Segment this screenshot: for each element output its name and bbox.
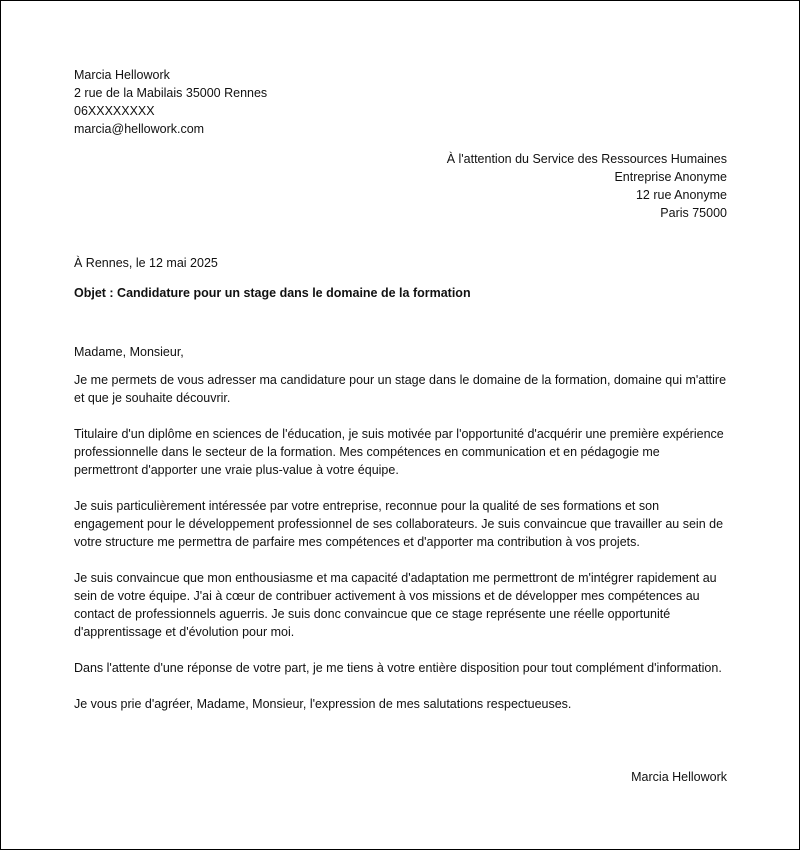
body-paragraph-1: Je me permets de vous adresser ma candidature pour un stage dans le domaine de la formation, domaine qui m'attire et que je souhaite découvrir. (74, 373, 727, 405)
recipient-street: 12 rue Anonyme (635, 188, 727, 202)
recipient-city: Paris 75000 (660, 206, 727, 220)
sender-address: 2 rue de la Mabilais 35000 Rennes (74, 86, 268, 100)
sender-block (74, 66, 267, 138)
recipient-attention: À l'attention du Service des Ressources Humaines (446, 152, 727, 166)
date-line: À Rennes, le 12 mai 2025 (74, 256, 218, 270)
body-paragraph-5: Dans l'attente d'une réponse de votre part, je me tiens à votre entière disposition pour tout complément d'information. (74, 661, 722, 675)
closing-formula: Je vous prie d'agréer, Madame, Monsieur, l'expression de mes salutations respectueuses. (74, 697, 572, 711)
sender-email: marcia@hellowork.com (74, 122, 205, 136)
sender-name: Marcia Hellowork (74, 68, 170, 82)
salutation: Madame, Monsieur, (74, 345, 184, 359)
sender-phone: 06XXXXXXXX (74, 104, 155, 118)
subject-line: Objet : Candidature pour un stage dans le domaine de la formation (74, 286, 471, 300)
body-paragraph-3: Je suis particulièrement intéressée par votre entreprise, reconnue pour la qualité de ses formations et son engagement pour le développement professionnel de ses collaborateurs. Je suis convaincue que travailler au sein de votre structure me permettra de parfaire mes compétences et d'apporter ma contribution à vos projets. (74, 499, 724, 549)
body-paragraph-2: Titulaire d'un diplôme en sciences de l'éducation, je suis motivée par l'opportunité d'acquérir une première expérience professionnelle dans le secteur de la formation. Mes compétences en communication et en pédagogie me permettront d'apporter une vraie plus-value à votre équipe. (74, 427, 724, 477)
signature: Marcia Hellowork (631, 770, 727, 784)
letter-body (74, 343, 727, 731)
body-paragraph-4: Je suis convaincue que mon enthousiasme et ma capacité d'adaptation me permettront de m'intégrer rapidement au sein de votre équipe. J'ai à cœur de contribuer activement à vos missions et de développer mes compétences au contact de professionnels aguerris. Je suis donc convaincue que ce stage représente une réelle opportunité d'apprentissage et d'évolution pour moi. (74, 571, 717, 639)
recipient-company: Entreprise Anonyme (614, 170, 727, 184)
recipient-block (447, 150, 727, 222)
